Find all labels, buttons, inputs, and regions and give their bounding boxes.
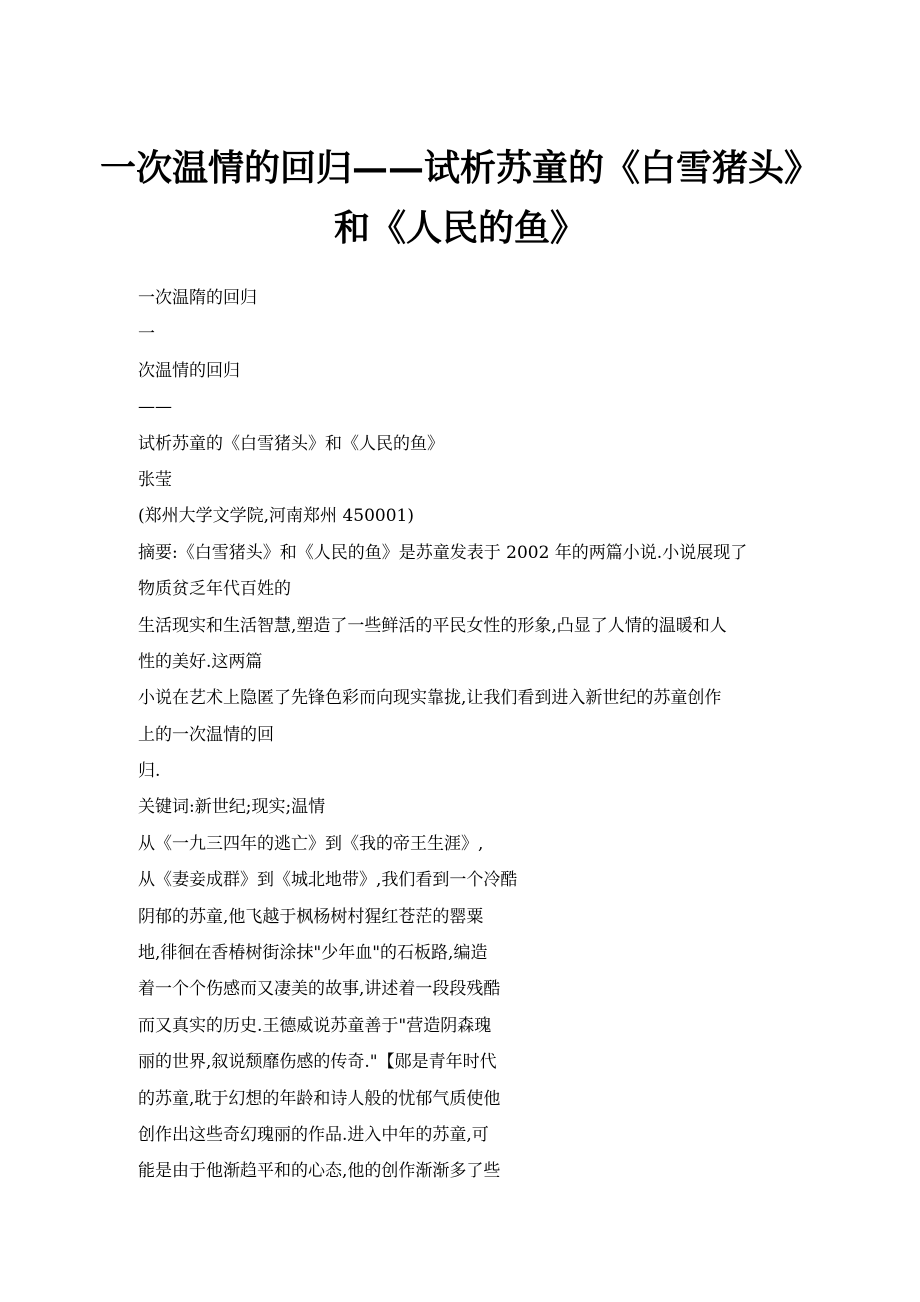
text-line: 小说在艺术上隐匿了先锋色彩而向现实靠拢,让我们看到进入新世纪的苏童创作: [138, 688, 722, 709]
text-line: 物质贫乏年代百姓的: [138, 579, 291, 600]
text-line: 从《一九三四年的逃亡》到《我的帝王生涯》,: [138, 833, 484, 854]
text-line: 阴郁的苏童,他飞越于枫杨树村猩红苍茫的罂粟: [138, 906, 484, 927]
text-line: 丽的世界,叙说颓靡伤感的传奇."【郧是青年时代: [138, 1052, 497, 1073]
text-line: 从《妻妾成群》到《城北地带》,我们看到一个冷酷: [138, 870, 518, 891]
text-line: 归.: [138, 761, 161, 782]
text-line: 关键词:新世纪;现实;温情: [138, 797, 326, 818]
text-line: 而又真实的历史.王德威说苏童善于"营造阴森瑰: [138, 1015, 492, 1036]
text-line: 地,徘徊在香椿树街涂抹"少年血"的石板路,编造: [138, 943, 488, 964]
text-line: 一: [138, 324, 155, 345]
text-line: 生活现实和生活智慧,塑造了一些鲜活的平民女性的形象,凸显了人情的温暖和人: [138, 615, 727, 636]
text-line: 上的一次温情的回: [138, 724, 274, 745]
body-text: [138, 284, 788, 1194]
text-line: 次温情的回归: [138, 360, 240, 381]
text-line: 创作出这些奇幻瑰丽的作品.进入中年的苏童,可: [138, 1124, 489, 1145]
text-line: 能是由于他渐趋平和的心态,他的创作渐渐多了些: [138, 1161, 501, 1182]
text-line: 着一个个伤感而又凄美的故事,讲述着一段段残酷: [138, 979, 501, 1000]
text-line: 的苏童,耽于幻想的年龄和诗人般的忧郁气质使他: [138, 1088, 501, 1109]
text-line: 性的美好.这两篇: [138, 651, 263, 672]
text-line: 一次温隋的回归: [138, 288, 257, 308]
title-line-1: 一次温情的回归——试析苏童的《白雪猪头》: [99, 147, 820, 189]
text-line: 试析苏童的《白雪猪头》和《人民的鱼》: [138, 433, 444, 454]
text-line: (郑州大学文学院,河南郑州 450001): [138, 506, 414, 527]
text-line: ——: [138, 397, 172, 418]
text-line: 摘要:《白雪猪头》和《人民的鱼》是苏童发表于 2002 年的两篇小说.小说展现了: [138, 542, 748, 563]
text-line: 张莹: [138, 469, 172, 490]
title-line-2: 和《人民的鱼》: [333, 207, 586, 249]
